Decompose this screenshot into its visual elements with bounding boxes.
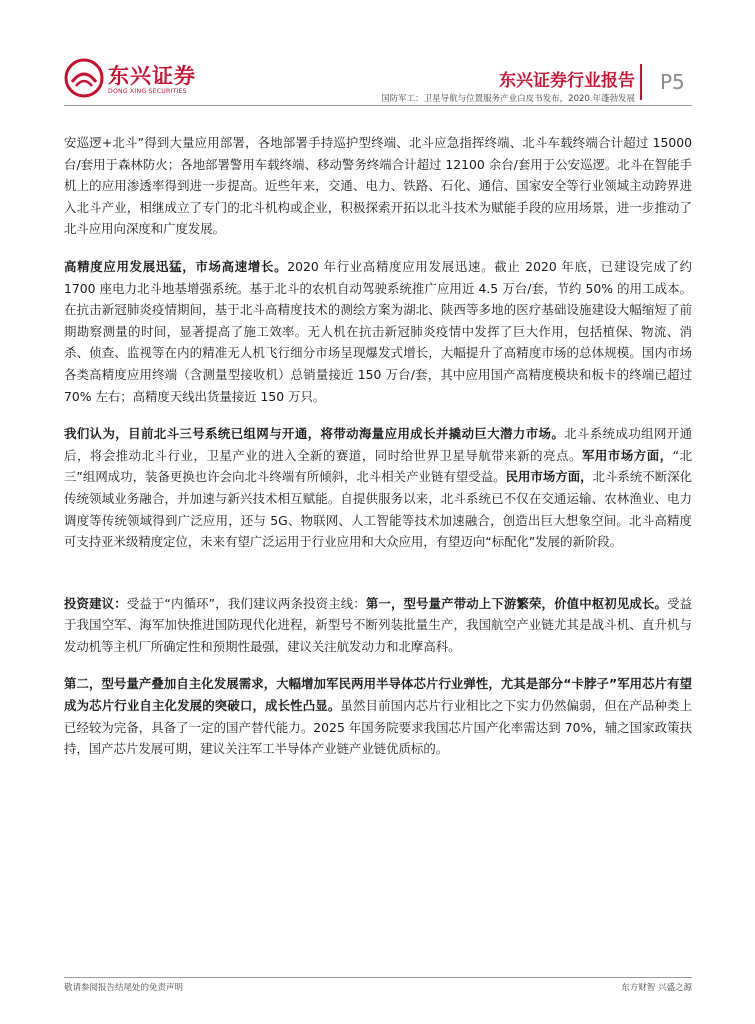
paragraph <box>64 256 692 407</box>
paragraph-text: “北三”组网成功，装备更换也许会向北斗终端有所倾斜，北斗相关产业链有望受益。 <box>64 447 693 485</box>
logo-english-text: DONG XING SECURITIES <box>108 88 187 95</box>
paragraph-lead: 高精度应用发展迅猛，市场高速增长。 <box>64 258 288 274</box>
page-header <box>0 0 755 104</box>
paragraph <box>64 673 692 759</box>
page-number: P5 <box>660 70 685 94</box>
paragraph <box>64 593 692 658</box>
logo-mark-icon <box>64 58 104 98</box>
paragraph-text: 北斗系统成功组网开通后，将会推动北斗行业，卫星产业的进入全新的赛道，同时给世界卫星导航带来新的亮点。 <box>64 426 693 463</box>
paragraph-text: 安巡逻+北斗”得到大量应用部署，各地部署手持巡护型终端、北斗应急指挥终端、北斗车载终端合计超过 15000 台/套用于森林防火；各地部署警用车载终端、移动警务终端合计超过 12100 余台/套用于公安巡逻。北斗在智能手机上的应用渗透率得到进一步提高。近些年来，交通、电力、铁路、石化、通信、国家安全等行业领域主动跨界进入北斗产业，相继成立了专门的北斗机构或企业，积极探索开拓以北斗技术为赋能手段的应用场景，进一步推动了北斗应用向深度和广度发展。 <box>64 135 692 237</box>
footer-rule <box>64 977 692 978</box>
paragraph-text: 2020 年行业高精度应用发展迅速。截止 2020 年底，已建设完成了约 1700 座电力北斗地基增强系统。基于北斗的农机自动驾驶系统推广应用近 4.5 万台/套，节约 50% 的用工成本。在抗击新冠肺炎疫情期间，基于北斗高精度技术的测绘方案为湖北、陕西等多地的医疗基础设施建设大幅缩短了前期勘察测量的时间，显著提高了施工效率。无人机在抗击新冠肺炎疫情中发挥了巨大作用，包括植保、物流、消杀、侦查、监视等在内的精准无人机飞行细分市场呈现爆发式增长，大幅提升了高精度市场的总体规模。国内市场各类高精度应用终端（含测量型接收机）总销量接近 150 万台/套，其中应用国产高精度模块和板卡的终端已超过 70% 左右；高精度天线出货量接近 150 万只。 <box>64 258 692 404</box>
report-title: 东兴证券行业报告 <box>499 71 635 91</box>
paragraph-lead: 军用市场方面， <box>581 447 673 463</box>
disclaimer-note: 敬请参阅报告结尾处的免责声明 <box>64 983 184 993</box>
header-divider <box>640 64 642 100</box>
paragraph-lead: 民用市场方面， <box>505 469 593 485</box>
section-gap <box>64 569 692 593</box>
paragraph-lead: 投资建议： <box>64 595 127 611</box>
paragraph-text: 虽然目前国内芯片行业相比之下实力仍然偏弱，但在产品种类上已经较为完备，具备了一定的国产替代能力。2025 年国务院要求我国芯片国产化率需达到 70%，辅之国家政策扶持，国产芯片发展可期，建议关注军工半导体产业链产业链优质标的。 <box>64 698 693 757</box>
header-rule <box>64 105 692 106</box>
report-body <box>64 132 692 776</box>
footer-slogan: 东方财智 兴盛之源 <box>621 983 692 993</box>
paragraph-text: 受益于“内循环”，我们建议两条投资主线： <box>126 595 366 611</box>
company-logo <box>64 58 204 102</box>
logo-text: 东兴证券 <box>108 64 196 88</box>
paragraph-text: 北斗系统不断深化传统领域业务融合，并加速与新兴技术相互赋能。自提供服务以来，北斗系统已不仅在交通运输、农林渔业、电力调度等传统领域得到广泛应用，还与 5G、物联网、人工智能等技术加速融合，创造出巨大想象空间。北斗高精度可支持亚米级精度定位，未来有望广泛运用于行业应用和大众应用，有望迈向“标配化”发展的新阶段。 <box>64 469 693 550</box>
paragraph <box>64 132 692 240</box>
paragraph-lead: 第一，型号量产带动上下游繁荣，价值中枢初见成长。 <box>365 595 668 611</box>
report-subtitle: 国防军工：卫星导航与位置服务产业白皮书发布，2020 年蓬勃发展 <box>381 94 635 104</box>
paragraph-lead: 第二，型号量产叠加自主化发展需求，大幅增加军民两用半导体芯片行业弹性，尤其是部分“卡脖子”军用芯片有望成为芯片行业自主化发展的突破口，成长性凸显。 <box>64 676 692 714</box>
paragraph-lead: 我们认为，目前北斗三号系统已组网与开通，将带动海量应用成长并撬动巨大潜力市场。 <box>64 426 565 442</box>
paragraph <box>64 423 692 553</box>
paragraph-text: 受益于我国空军、海军加快推进国防现代化进程，新型号不断列装批量生产，我国航空产业链尤其是战斗机、直升机与发动机等主机厂所确定性和预期性最强，建议关注航发动力和北摩高科。 <box>64 595 693 654</box>
